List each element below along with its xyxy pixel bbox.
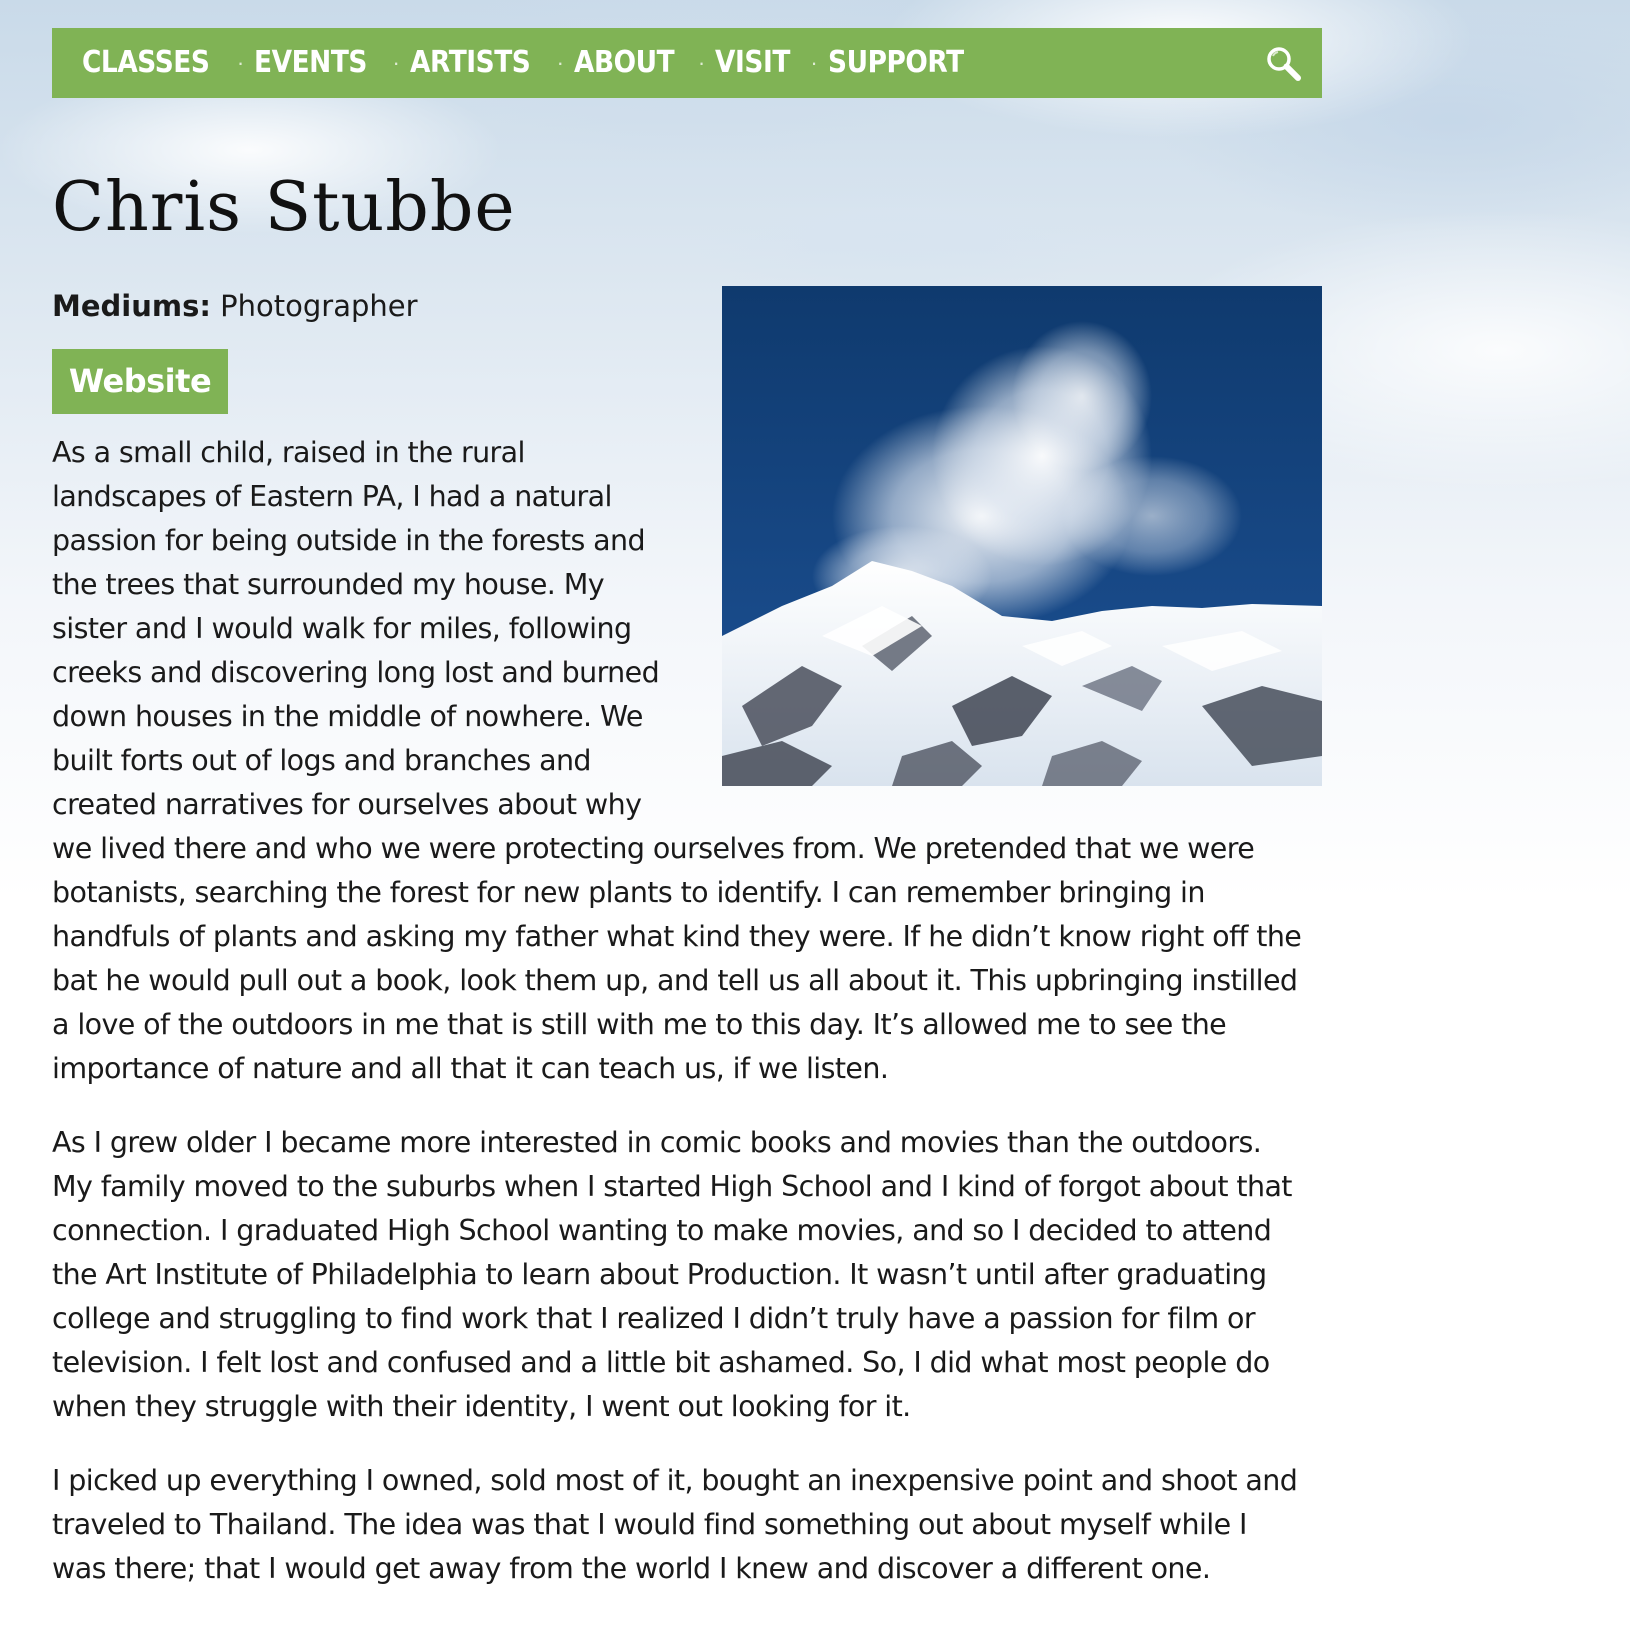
nav-item-visit[interactable]: VISIT	[715, 45, 791, 80]
bio-line: built forts out of logs and branches and	[52, 744, 591, 777]
bio-line: down houses in the middle of nowhere. We	[52, 700, 643, 733]
nav-item-about[interactable]: ABOUT	[573, 45, 675, 80]
bio-line: sister and I would walk for miles, following	[52, 612, 632, 645]
bio-line: when they struggle with their identity, I went out looking for it.	[52, 1390, 911, 1423]
nav-separator: ·	[236, 50, 245, 75]
mediums-value: Photographer	[220, 289, 418, 323]
page-title: Chris Stubbe	[52, 168, 516, 247]
bio-line: handfuls of plants and asking my father what kind they were. If he didn’t know right off the	[52, 920, 1302, 953]
bio-line: passion for being outside in the forests and	[52, 524, 645, 557]
main-nav	[52, 28, 1322, 98]
bio-line: landscapes of Eastern PA, I had a natural	[52, 480, 612, 513]
bio-line: the Art Institute of Philadelphia to learn about Production. It wasn’t until after graduating	[52, 1258, 1267, 1291]
bio-line: a love of the outdoors in me that is still with me to this day. It’s allowed me to see the	[52, 1008, 1227, 1041]
nav-separator: ·	[810, 50, 818, 75]
nav-item-events[interactable]: EVENTS	[254, 45, 368, 80]
search-button[interactable]	[1264, 44, 1302, 82]
bio-line: As a small child, raised in the rural	[52, 436, 525, 469]
mediums-label: Mediums:	[52, 289, 211, 323]
bio-line: My family moved to the suburbs when I started High School and I kind of forgot about that	[52, 1170, 1292, 1203]
bio-line: As I grew older I became more interested in comic books and movies than the outdoors.	[52, 1126, 1262, 1159]
mediums-row	[52, 289, 418, 323]
bio-line: television. I felt lost and confused and a little bit ashamed. So, I did what most people do	[52, 1346, 1270, 1379]
website-button[interactable]: Website	[52, 349, 228, 414]
nav-item-support[interactable]: SUPPORT	[827, 45, 964, 80]
bio-line: traveled to Thailand. The idea was that I would find something out about myself while I	[52, 1508, 1247, 1541]
bio-line: creeks and discovering long lost and burned	[52, 656, 660, 689]
bio-line: was there; that I would get away from the world I knew and discover a different one.	[52, 1552, 1211, 1585]
nav-item-classes[interactable]: CLASSES	[82, 45, 210, 80]
nav-list	[82, 28, 982, 98]
mountain-image	[722, 286, 1322, 786]
bio-line: the trees that surrounded my house. My	[52, 568, 604, 601]
bio-line: botanists, searching the forest for new plants to identify. I can remember bringing in	[52, 876, 1205, 909]
artist-photo	[722, 286, 1322, 786]
bio-line: created narratives for ourselves about why	[52, 788, 642, 821]
nav-separator: ·	[697, 50, 706, 75]
search-icon	[1264, 44, 1302, 82]
bio-line: bat he would pull out a book, look them up, and tell us all about it. This upbringing instilled	[52, 964, 1298, 997]
bio-line: I picked up everything I owned, sold most of it, bought an inexpensive point and shoot and	[52, 1464, 1298, 1497]
bio-line: college and struggling to find work that I realized I didn’t truly have a passion for film or	[52, 1302, 1255, 1335]
bio-line: importance of nature and all that it can teach us, if we listen.	[52, 1052, 889, 1085]
nav-item-artists[interactable]: ARTISTS	[409, 45, 531, 80]
bio-line: we lived there and who we were protecting ourselves from. We pretended that we were	[52, 832, 1255, 865]
bio-line: connection. I graduated High School wanting to make movies, and so I decided to attend	[52, 1214, 1272, 1247]
nav-separator: ·	[556, 50, 564, 75]
nav-separator: ·	[392, 50, 400, 75]
